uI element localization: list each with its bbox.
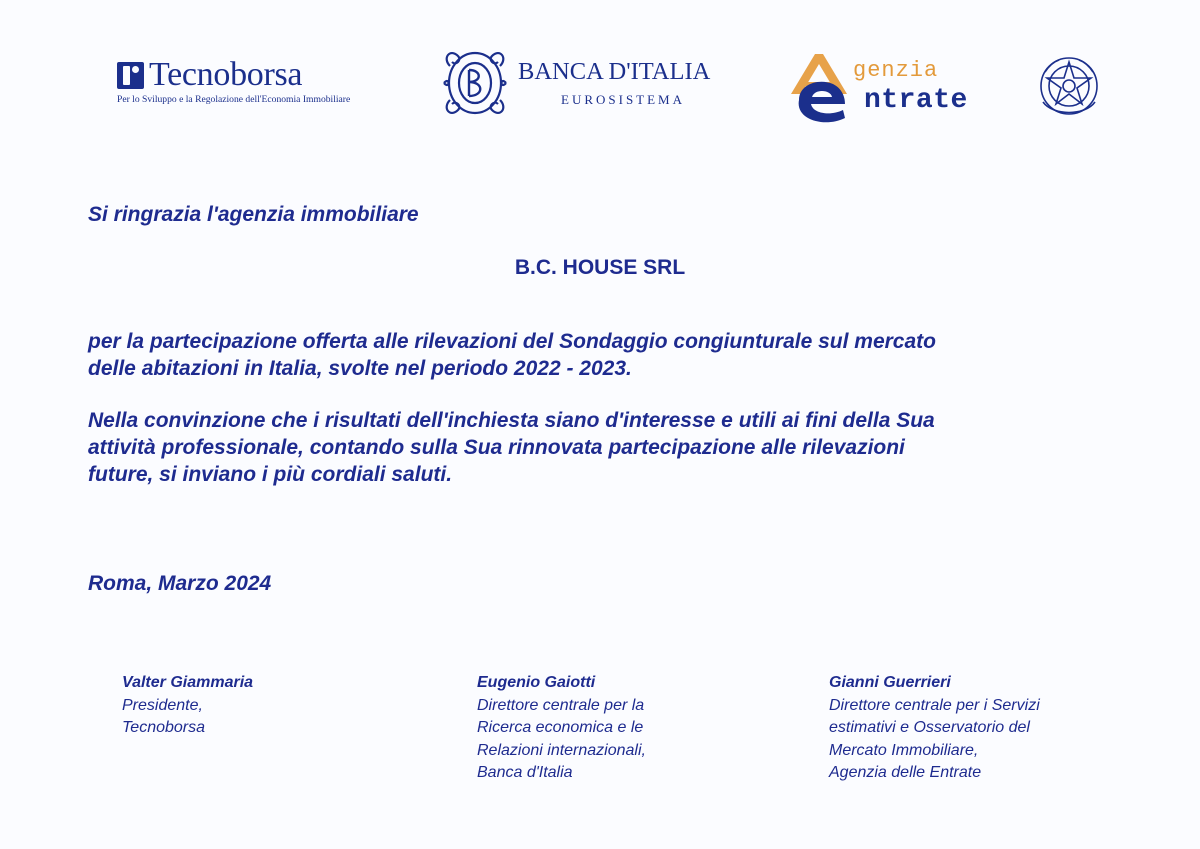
paragraph-line: future, si inviano i più cordiali saluti.	[88, 463, 453, 486]
signatory-agenzia-entrate	[829, 672, 1040, 785]
signatory-role-line: estimativi e Osservatorio del	[829, 719, 1030, 736]
banca-italia-logo	[440, 46, 760, 120]
banca-italia-name: BANCA D'ITALIA	[518, 58, 711, 85]
signatory-role-line: Presidente,	[122, 696, 203, 714]
agenzia-word2: ntrate	[864, 85, 968, 116]
signatory-role-line: Relazioni internazionali,	[477, 741, 646, 759]
signatory-tecnoborsa	[122, 672, 253, 740]
place-date: Roma, Marzo 2024	[88, 572, 272, 595]
tecnoborsa-name: Tecnoborsa	[149, 56, 303, 93]
paragraph-line: Nella convinzione che i risultati dell'inchiesta siano d'interesse e utili ai fini della Sua	[88, 409, 935, 432]
banca-italia-emblem-icon	[440, 46, 510, 120]
signatory-role-line: Ricerca economica e le	[477, 719, 644, 736]
signatory-name: Gianni Guerrieri	[829, 674, 951, 691]
signatory-role-line: Tecnoborsa	[122, 719, 206, 736]
tecnoborsa-tagline: Per lo Sviluppo e la Regolazione dell'Economia Immobiliare	[117, 94, 351, 105]
tecnoborsa-mark-icon	[117, 62, 144, 89]
agenzia-entrate-logo	[785, 50, 1115, 125]
agenzia-word1: genzia	[853, 58, 939, 83]
paragraph-participation	[88, 328, 936, 382]
paragraph-greetings	[88, 407, 935, 488]
paragraph-line: per la partecipazione offerta alle rilevazioni del Sondaggio congiunturale sul mercato	[88, 330, 936, 353]
signatory-role-line: Mercato Immobiliare,	[829, 741, 979, 759]
paragraph-line: attività professionale, contando sulla Sua rinnovata partecipazione alle rilevazioni	[88, 436, 905, 459]
signatory-name: Valter Giammaria	[122, 674, 254, 691]
signatory-role-line: Direttore centrale per i Servizi	[829, 696, 1040, 714]
signatory-role-line: Agenzia delle Entrate	[829, 764, 982, 781]
tecnoborsa-logo	[117, 56, 367, 108]
signatory-name: Eugenio Gaiotti	[477, 674, 596, 691]
signatory-banca-italia	[477, 672, 646, 785]
intro-text: Si ringrazia l'agenzia immobiliare	[88, 203, 419, 226]
signatory-role-line: Direttore centrale per la	[477, 696, 645, 714]
signatory-role-line: Banca d'Italia	[477, 764, 573, 781]
italian-republic-emblem-icon	[1033, 52, 1105, 122]
banca-italia-subtitle: EUROSISTEMA	[561, 92, 686, 107]
agency-name: B.C. HOUSE SRL	[514, 256, 686, 279]
paragraph-line: delle abitazioni in Italia, svolte nel periodo 2022 - 2023.	[88, 357, 632, 380]
